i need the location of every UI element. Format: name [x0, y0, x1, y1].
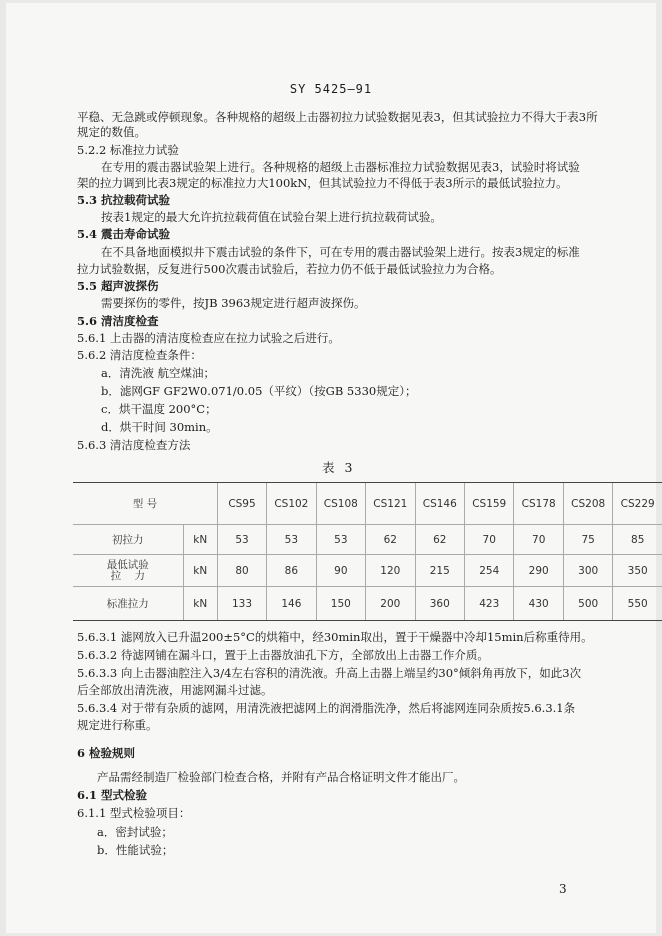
text-line: 需要探伤的零件，按JB 3963规定进行超声波探伤。 — [101, 296, 366, 310]
page-number: 3 — [559, 882, 567, 896]
model-cell: CS121 — [366, 483, 415, 525]
value-cell: 53 — [217, 525, 266, 555]
value-cell: 300 — [563, 555, 612, 587]
row-label: 初拉力 — [73, 525, 183, 555]
model-cell: CS146 — [415, 483, 464, 525]
list-item: a．密封试验； — [97, 825, 173, 839]
table-row — [73, 525, 662, 555]
value-cell: 290 — [514, 555, 563, 587]
value-cell: 146 — [267, 587, 316, 621]
value-cell: 550 — [613, 587, 662, 621]
row-label: 标准拉力 — [73, 587, 183, 621]
text-line: 5.6.2 清洁度检查条件： — [77, 348, 202, 362]
value-cell: 133 — [217, 587, 266, 621]
text-line: 规定进行称重。 — [77, 718, 158, 732]
model-cell: CS102 — [267, 483, 316, 525]
unit-cell: kN — [183, 587, 217, 621]
chapter-heading: 6 检验规则 — [77, 746, 136, 760]
model-cell: CS108 — [316, 483, 365, 525]
value-cell: 70 — [514, 525, 563, 555]
value-cell: 62 — [415, 525, 464, 555]
value-cell: 80 — [217, 555, 266, 587]
list-item: b．性能试验； — [97, 843, 174, 857]
value-cell: 53 — [267, 525, 316, 555]
section-heading: 5.5 超声波探伤 — [77, 279, 159, 293]
section-heading: 5.3 抗拉载荷试验 — [77, 193, 171, 207]
text-line: 后全部放出清洗液，用滤网漏斗过滤。 — [77, 683, 273, 697]
text-line: 5.6.3.4 对于带有杂质的滤网，用清洗液把滤网上的润滑脂洗净，然后将滤网连同杂质按5.6.3.1条 — [77, 701, 576, 715]
section-heading: 5.2.2 标准拉力试验 — [77, 143, 179, 157]
value-cell: 500 — [563, 587, 612, 621]
text-line: 产品需经制造厂检验部门检查合格，并附有产品合格证明文件才能出厂。 — [97, 770, 465, 784]
unit-cell: kN — [183, 555, 217, 587]
model-cell: CS208 — [563, 483, 612, 525]
text-line: 在不具备地面模拟井下震击试验的条件下，可在专用的震击器试验架上进行。按表3规定的标准 — [101, 245, 580, 259]
value-cell: 360 — [415, 587, 464, 621]
value-cell: 120 — [366, 555, 415, 587]
section-heading: 5.4 震击寿命试验 — [77, 227, 171, 241]
text-line: 架的拉力调到比表3规定的标准拉力大100kN，但其试验拉力不得低于表3所示的最低试验拉力。 — [77, 176, 568, 190]
text-line: 6.1.1 型式检验项目： — [77, 806, 191, 820]
value-cell: 430 — [514, 587, 563, 621]
text-line: 规定的数值。 — [77, 125, 146, 139]
table-header-row — [73, 483, 662, 525]
model-cell: CS178 — [514, 483, 563, 525]
section-heading: 5.6 清洁度检查 — [77, 314, 159, 328]
value-cell: 86 — [267, 555, 316, 587]
section-heading: 5.6.3 清洁度检查方法 — [77, 438, 191, 452]
text-line: 拉力试验数据，反复进行500次震击试验后，若拉力仍不低于最低试验拉力为合格。 — [77, 262, 502, 276]
list-item: a．清洗液 航空煤油； — [101, 366, 216, 380]
unit-cell: kN — [183, 525, 217, 555]
value-cell: 254 — [465, 555, 514, 587]
text-line: 5.6.3.2 待滤网铺在漏斗口，置于上击器放油孔下方，全部放出上击器工作介质。 — [77, 648, 489, 662]
table-row — [73, 555, 662, 587]
list-item: d．烘干时间 30min。 — [101, 420, 218, 434]
text-line: 在专用的震击器试验架上进行。各种规格的超级上击器标准拉力试验数据见表3，试验时将试验 — [101, 160, 580, 174]
value-cell: 200 — [366, 587, 415, 621]
text-line: 按表1规定的最大允许抗拉载荷值在试验台架上进行抗拉载荷试验。 — [101, 210, 442, 224]
value-cell: 150 — [316, 587, 365, 621]
value-cell: 70 — [465, 525, 514, 555]
model-cell: CS159 — [465, 483, 514, 525]
text-line: 平稳、无急跳或停顿现象。各种规格的超级上击器初拉力试验数据见表3，但其试验拉力不得大于表3所 — [77, 110, 598, 124]
value-cell: 350 — [613, 555, 662, 587]
header-label: 型 号 — [73, 483, 217, 525]
model-cell: CS95 — [217, 483, 266, 525]
model-cell: CS229 — [613, 483, 662, 525]
text-line: 5.6.3.1 滤网放入已升温200±5°C的烘箱中，经30min取出，置于干燥器中冷却15min后称重待用。 — [77, 630, 593, 644]
table-row — [73, 587, 662, 621]
value-cell: 423 — [465, 587, 514, 621]
table-caption: 表 3 — [322, 460, 356, 475]
value-cell: 53 — [316, 525, 365, 555]
section-heading: 6.1 型式检验 — [77, 788, 148, 802]
value-cell: 85 — [613, 525, 662, 555]
page-header: SY 5425—91 — [289, 82, 373, 96]
value-cell: 90 — [316, 555, 365, 587]
list-item: b．滤网GF GF2W0.071/0.05（平纹）（按GB 5330规定）； — [101, 384, 417, 398]
row-label: 最低试验 拉 力 — [73, 555, 183, 587]
value-cell: 62 — [366, 525, 415, 555]
text-line: 5.6.1 上击器的清洁度检查应在拉力试验之后进行。 — [77, 331, 340, 345]
value-cell: 75 — [563, 525, 612, 555]
value-cell: 215 — [415, 555, 464, 587]
text-line: 5.6.3.3 向上击器油腔注入3/4左右容积的清洗液。升高上击器上端呈约30°倾斜角再放下，如此3次 — [77, 666, 582, 680]
spec-table — [73, 482, 662, 621]
list-item: c．烘干温度 200°C； — [101, 402, 217, 416]
